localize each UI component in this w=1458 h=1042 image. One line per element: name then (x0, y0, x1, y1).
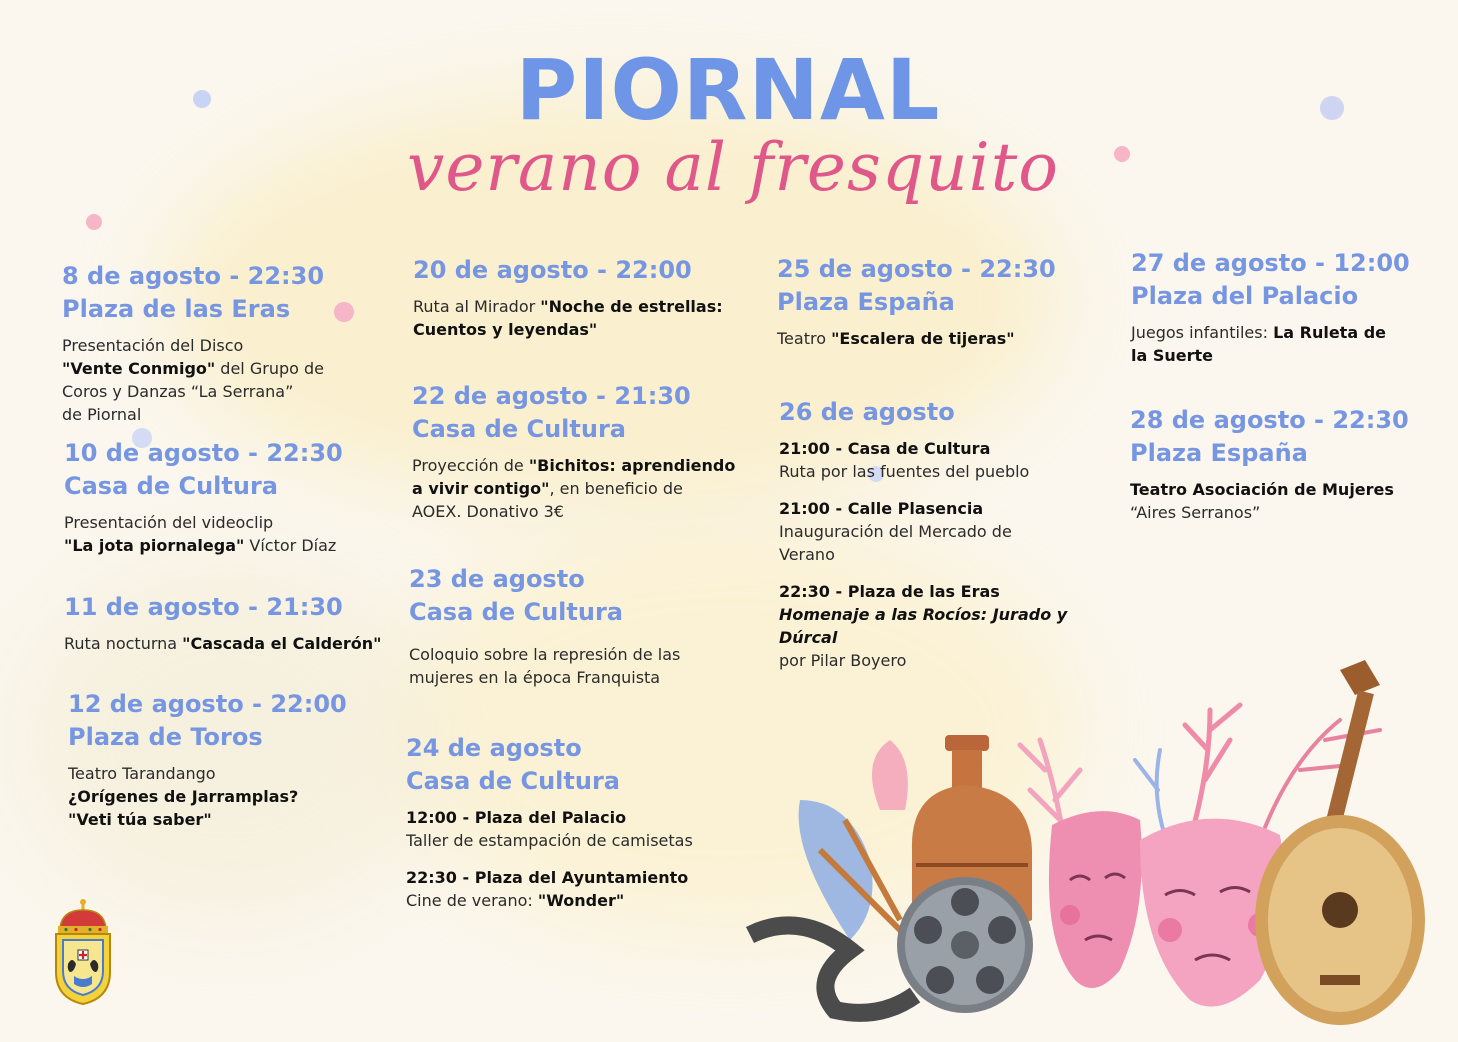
event-description (68, 762, 368, 831)
event-date: 28 de agosto - 22:30 (1130, 406, 1409, 434)
coat-of-arms-icon (52, 898, 114, 1008)
event-title: "Escalera de tijeras" (831, 329, 1015, 348)
text-line: mujeres en la época Franquista (409, 668, 661, 687)
event-place: Casa de Cultura (409, 598, 623, 626)
text-line: “Aires Serranos” (1130, 503, 1261, 522)
theatre-mask-left (1049, 811, 1142, 988)
event-date: 20 de agosto - 22:00 (413, 256, 692, 284)
text-fragment: Ruta nocturna (64, 634, 183, 653)
text-line (777, 327, 1107, 350)
text-line: Inauguración del Mercado de (779, 522, 1012, 541)
schedule-slot (406, 806, 746, 852)
event-description (64, 632, 384, 655)
slot-heading: 22:30 - Plaza del Ayuntamiento (406, 868, 689, 887)
slot-heading: 21:00 - Calle Plasencia (779, 499, 984, 518)
text-line (779, 497, 1119, 520)
event-date: 27 de agosto - 12:00 (1131, 249, 1410, 277)
event-aug-26 (779, 396, 1119, 672)
text-line: Coros y Danzas “La Serrana” (62, 382, 294, 401)
event-description (64, 511, 364, 557)
text-fragment: Proyección de (412, 456, 529, 475)
schedule-slot (779, 497, 1119, 566)
decor-bubble (1114, 146, 1130, 162)
page-title: PIORNAL (515, 41, 941, 139)
decor-bubble (1320, 96, 1344, 120)
event-description (413, 295, 743, 341)
text-fragment: , en beneficio de (549, 479, 683, 498)
event-date: 8 de agosto - 22:30 (62, 262, 325, 290)
text-line (64, 534, 364, 557)
text-line (413, 295, 743, 318)
text-line (64, 632, 384, 655)
text-line: Presentación del Disco (62, 336, 244, 355)
schedule-slot (406, 866, 746, 912)
slot-heading: 21:00 - Casa de Cultura (779, 439, 991, 458)
event-aug-22 (412, 380, 752, 523)
text-fragment: del Grupo de (215, 359, 324, 378)
text-line: AOEX. Donativo 3€ (412, 502, 564, 521)
event-aug-8 (62, 260, 362, 426)
text-fragment: Cine de verano: (406, 891, 538, 910)
text-line: de Piornal (62, 405, 142, 424)
schedule-slot (779, 437, 1119, 483)
decor-bubble (193, 90, 211, 108)
event-place: Plaza España (777, 288, 955, 316)
text-line (779, 580, 1119, 603)
event-title: La Ruleta de (1273, 323, 1386, 342)
text-line (412, 454, 752, 477)
event-aug-28 (1130, 404, 1430, 524)
event-description (777, 327, 1107, 350)
event-title: a vivir contigo" (412, 479, 550, 498)
event-aug-24 (406, 732, 746, 912)
event-title: "Cascada el Calderón" (182, 634, 382, 653)
event-date: 12 de agosto - 22:00 (68, 690, 347, 718)
text-fragment: Víctor Díaz (244, 536, 337, 555)
text-line: Taller de estampación de camisetas (406, 831, 693, 850)
event-description (779, 437, 1119, 672)
event-aug-25 (777, 253, 1107, 350)
event-title: "Vente Conmigo" (62, 359, 216, 378)
text-line (62, 357, 362, 380)
event-place: Plaza de Toros (68, 723, 263, 751)
text-line (779, 603, 1119, 649)
event-place: Plaza del Palacio (1131, 282, 1359, 310)
film-reel (897, 877, 1033, 1013)
page-subtitle: verano al fresquito (407, 129, 1059, 206)
text-line: Coloquio sobre la represión de las (409, 645, 681, 664)
text-line: Teatro Tarandango (68, 764, 216, 783)
event-place: Casa de Cultura (406, 767, 620, 795)
text-line (1131, 321, 1431, 344)
event-title: "La jota piornalega" (64, 536, 245, 555)
event-title: "Wonder" (537, 891, 625, 910)
event-description (1130, 478, 1430, 524)
event-aug-27 (1131, 247, 1431, 367)
text-line: Presentación del videoclip (64, 513, 274, 532)
text-line (412, 477, 752, 500)
text-line (779, 437, 1119, 460)
event-place: Casa de Cultura (412, 415, 626, 443)
event-place: Plaza España (1130, 439, 1308, 467)
event-date: 25 de agosto - 22:30 (777, 255, 1056, 283)
text-line (406, 866, 746, 889)
text-fragment: Ruta al Mirador (413, 297, 541, 316)
text-fragment: Juegos infantiles: (1131, 323, 1274, 342)
event-aug-20 (413, 254, 743, 341)
event-aug-10 (64, 437, 364, 557)
event-date: 26 de agosto (779, 398, 955, 426)
text-line (406, 806, 746, 829)
event-aug-11 (64, 591, 384, 655)
event-title: "Veti túa saber" (68, 810, 212, 829)
event-place: Plaza de las Eras (62, 295, 291, 323)
slot-heading: 22:30 - Plaza de las Eras (779, 582, 1000, 601)
illustration-theatre-masks-guitar-film-reel-icon (740, 650, 1450, 1035)
event-title: Cuentos y leyendas" (413, 320, 598, 339)
event-date: 24 de agosto (406, 734, 582, 762)
text-fragment: Teatro (777, 329, 832, 348)
text-line (406, 889, 746, 912)
event-description (62, 334, 362, 426)
event-title: Teatro Asociación de Mujeres (1130, 480, 1394, 499)
event-title: ¿Orígenes de Jarramplas? (68, 787, 299, 806)
event-title: "Bichitos: aprendiendo (528, 456, 736, 475)
text-line (68, 785, 368, 808)
text-line (413, 318, 743, 341)
film-strip (750, 925, 915, 1012)
event-description (412, 454, 752, 523)
text-line (1130, 478, 1430, 501)
text-line: Verano (779, 545, 835, 564)
event-description (1131, 321, 1431, 367)
text-line: Ruta por las fuentes del pueblo (779, 462, 1030, 481)
event-title: Homenaje a las Rocíos: Jurado y Dúrcal (779, 605, 1068, 647)
event-date: 11 de agosto - 21:30 (64, 593, 343, 621)
event-date: 23 de agosto (409, 565, 585, 593)
text-line: por Pilar Boyero (779, 651, 907, 670)
event-aug-12 (68, 688, 368, 831)
event-date: 10 de agosto - 22:30 (64, 439, 343, 467)
text-line (1131, 344, 1431, 367)
text-line (68, 808, 368, 831)
event-title: la Suerte (1131, 346, 1214, 365)
slot-heading: 12:00 - Plaza del Palacio (406, 808, 627, 827)
event-date: 22 de agosto - 21:30 (412, 382, 691, 410)
event-description (406, 806, 746, 912)
pink-flower (872, 740, 908, 810)
event-aug-23 (409, 563, 749, 689)
event-title: "Noche de estrellas: (540, 297, 723, 316)
event-place: Casa de Cultura (64, 472, 278, 500)
event-description (409, 643, 749, 689)
decor-bubble (86, 214, 102, 230)
